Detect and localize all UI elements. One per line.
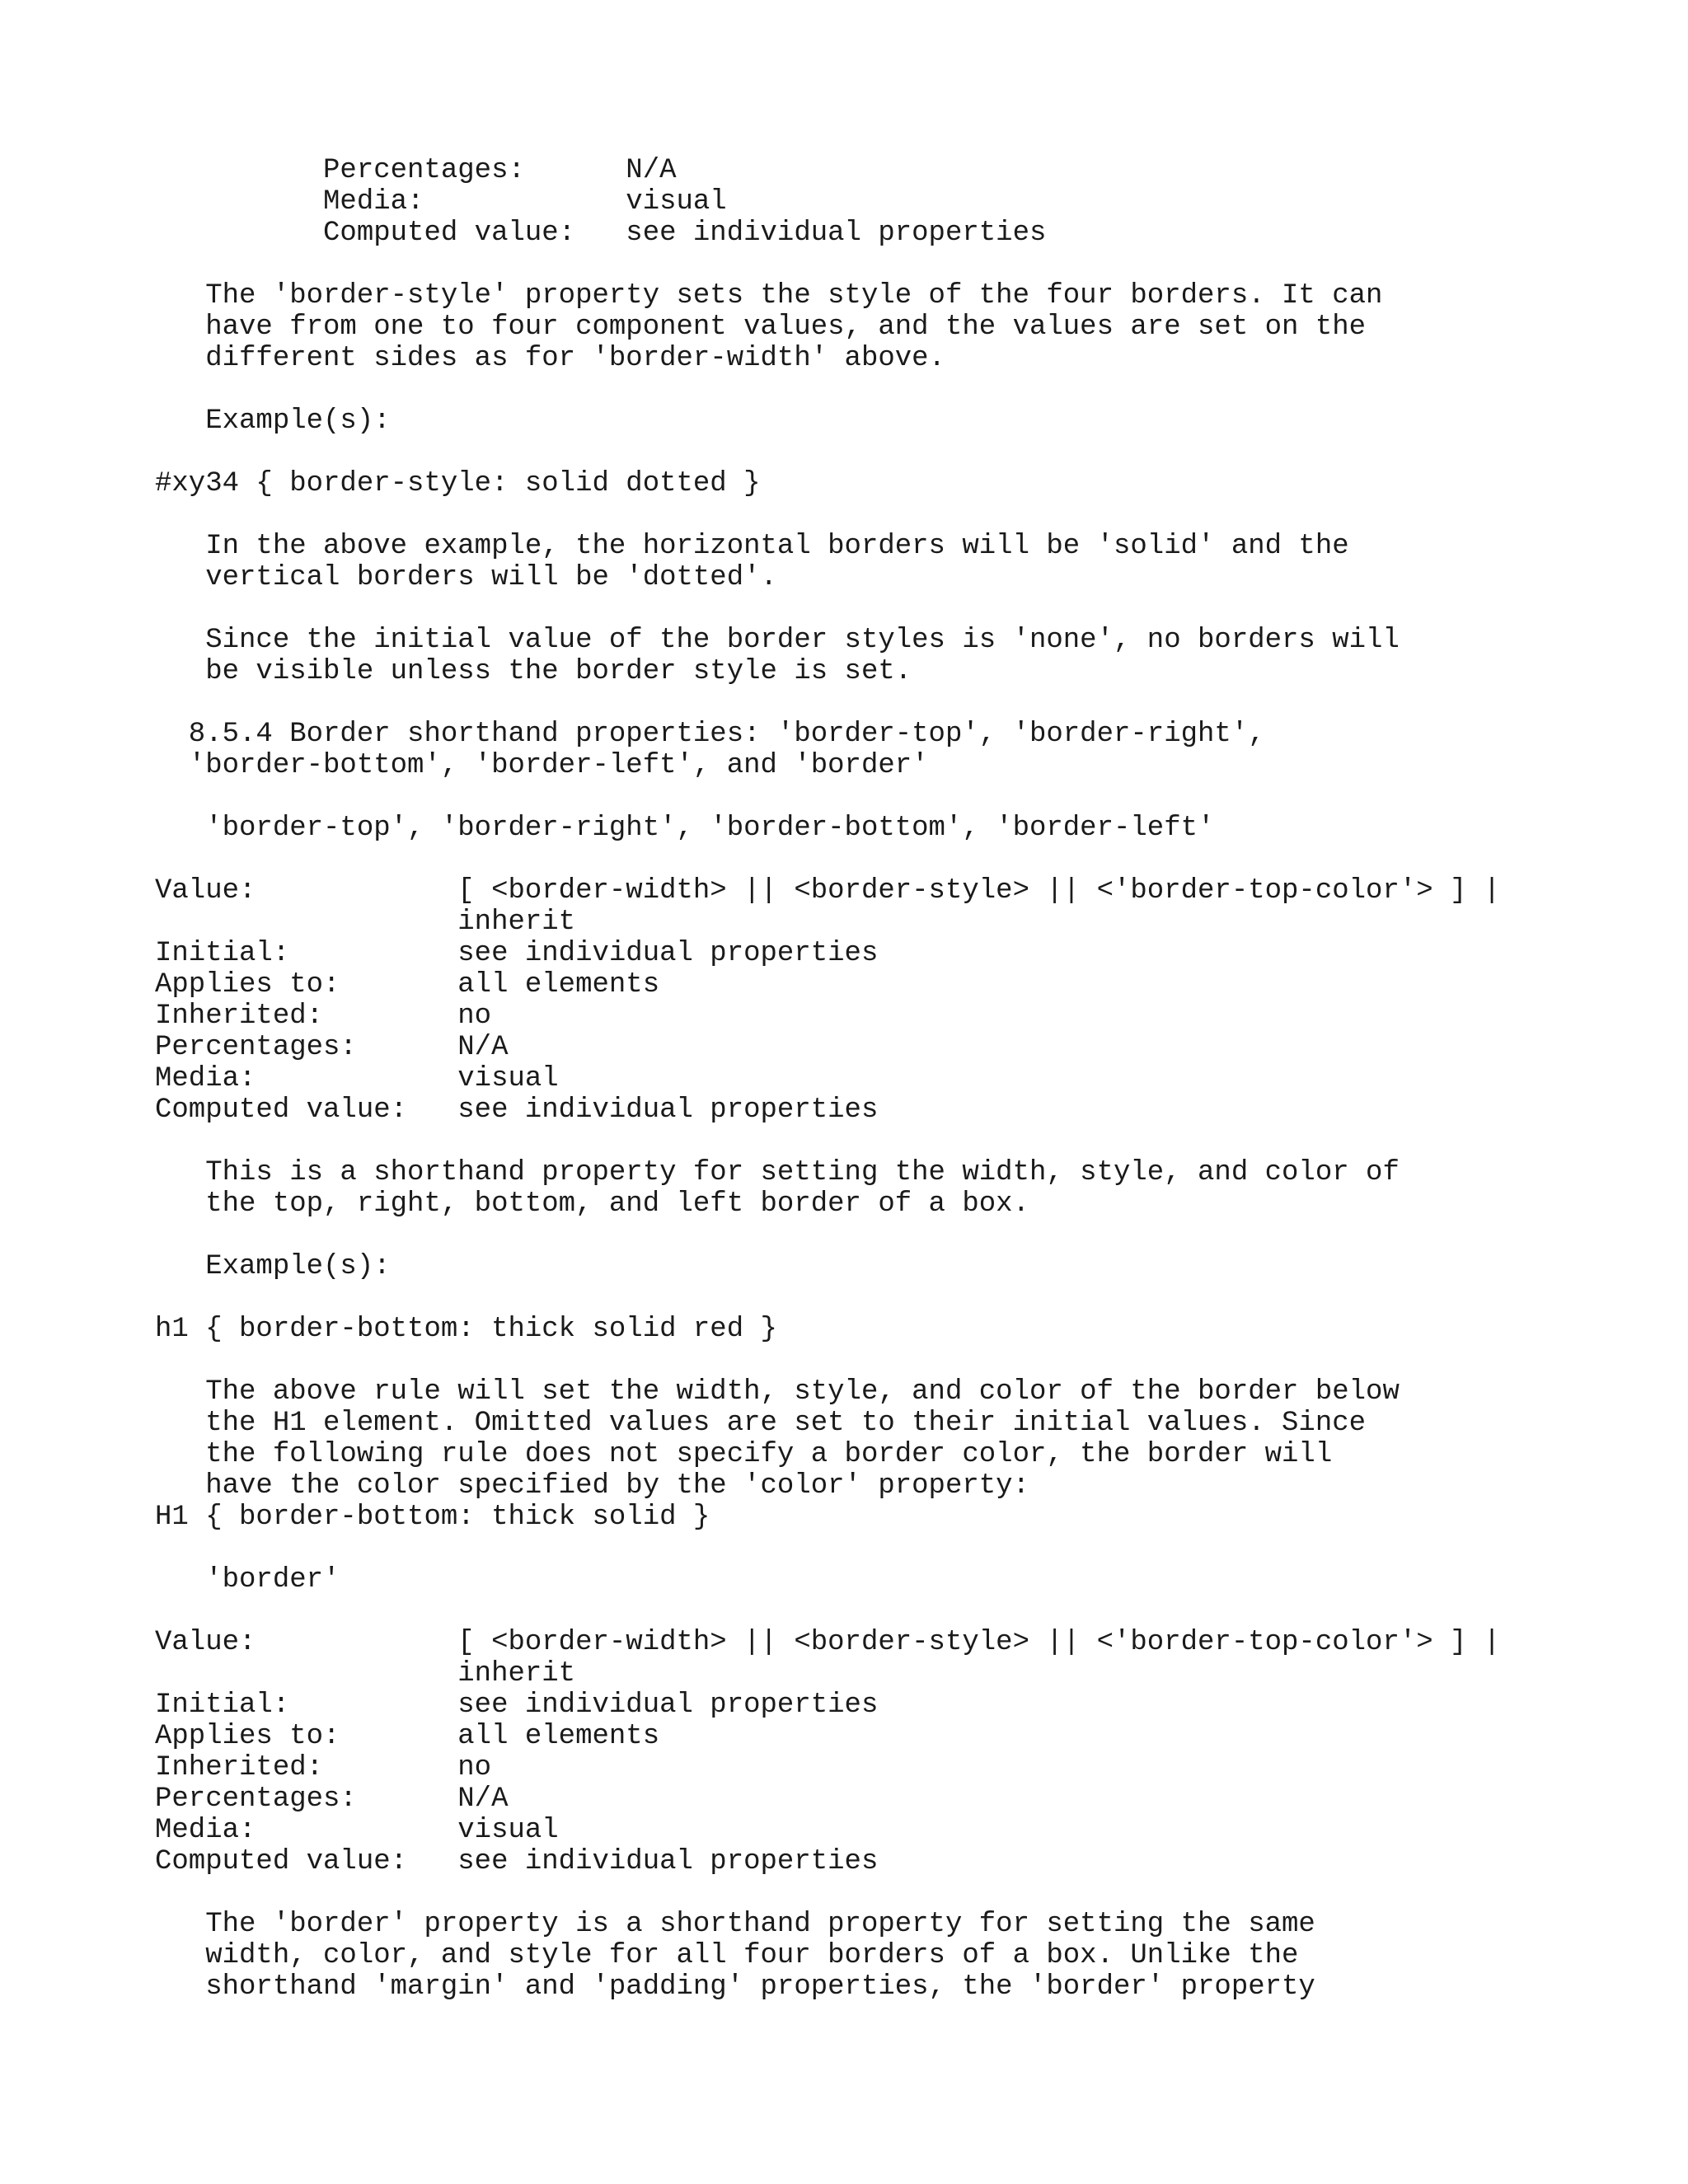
property-table-row: Percentages: N/A [155,1032,509,1063]
paragraph-line: the H1 element. Omitted values are set to their initial values. Since [155,1408,1367,1439]
property-table-row: Media: visual [155,1063,559,1094]
paragraph-line: have the color specified by the 'color' property: [155,1470,1029,1502]
property-table-row: Applies to: all elements [155,969,660,1001]
property-table-row: Initial: see individual properties [155,938,879,969]
property-table-row: Computed value: see individual properties [155,1846,879,1877]
paragraph-line: The 'border-style' property sets the style of the four borders. It can [155,280,1383,312]
property-table-row: inherit [155,1658,576,1690]
example-label: Example(s): [155,405,391,437]
section-heading: 'border-bottom', 'border-left', and 'border' [155,750,929,781]
paragraph-line: Since the initial value of the border styles is 'none', no borders will [155,625,1400,656]
property-table-row: inherit [155,907,576,938]
section-heading: 8.5.4 Border shorthand properties: 'border-top', 'border-right', [155,719,1265,750]
paragraph-line: The 'border' property is a shorthand property for setting the same [155,1909,1315,1940]
paragraph-line: The above rule will set the width, style, and color of the border below [155,1376,1400,1408]
code-line: #xy34 { border-style: solid dotted } [155,468,761,499]
paragraph-line: In the above example, the horizontal borders will be 'solid' and the [155,531,1349,562]
paragraph-line: This is a shorthand property for setting the width, style, and color of [155,1157,1400,1188]
property-table-row: Value: [ <border-width> || <border-style> || <'border-top-color'> ] | [155,875,1501,907]
text-line: Percentages: N/A [155,155,677,186]
paragraph-line: the top, right, bottom, and left border of a box. [155,1188,1029,1220]
paragraph-line: the following rule does not specify a border color, the border will [155,1439,1333,1470]
property-names: 'border' [155,1564,340,1596]
code-line: H1 { border-bottom: thick solid } [155,1502,710,1533]
paragraph-line: have from one to four component values, and the values are set on the [155,312,1367,343]
property-table-row: Computed value: see individual properties [155,1094,879,1126]
text-line: Computed value: see individual properties [155,218,1047,249]
paragraph-line: be visible unless the border style is set. [155,656,912,687]
property-table-row: Inherited: no [155,1752,492,1783]
property-table-row: Inherited: no [155,1001,492,1032]
property-table-row: Value: [ <border-width> || <border-style> || <'border-top-color'> ] | [155,1627,1501,1658]
text-line: Media: visual [155,186,727,218]
paragraph-line: width, color, and style for all four borders of a box. Unlike the [155,1940,1299,1971]
code-line: h1 { border-bottom: thick solid red } [155,1314,777,1345]
paragraph-line: vertical borders will be 'dotted'. [155,562,777,593]
paragraph-line: different sides as for 'border-width' above. [155,343,945,374]
property-table-row: Initial: see individual properties [155,1690,879,1721]
paragraph-line: shorthand 'margin' and 'padding' properties, the 'border' property [155,1971,1315,2003]
example-label: Example(s): [155,1251,391,1282]
property-names: 'border-top', 'border-right', 'border-bottom', 'border-left' [155,813,1215,844]
property-table-row: Applies to: all elements [155,1721,660,1752]
property-table-row: Media: visual [155,1815,559,1846]
property-table-row: Percentages: N/A [155,1783,509,1815]
